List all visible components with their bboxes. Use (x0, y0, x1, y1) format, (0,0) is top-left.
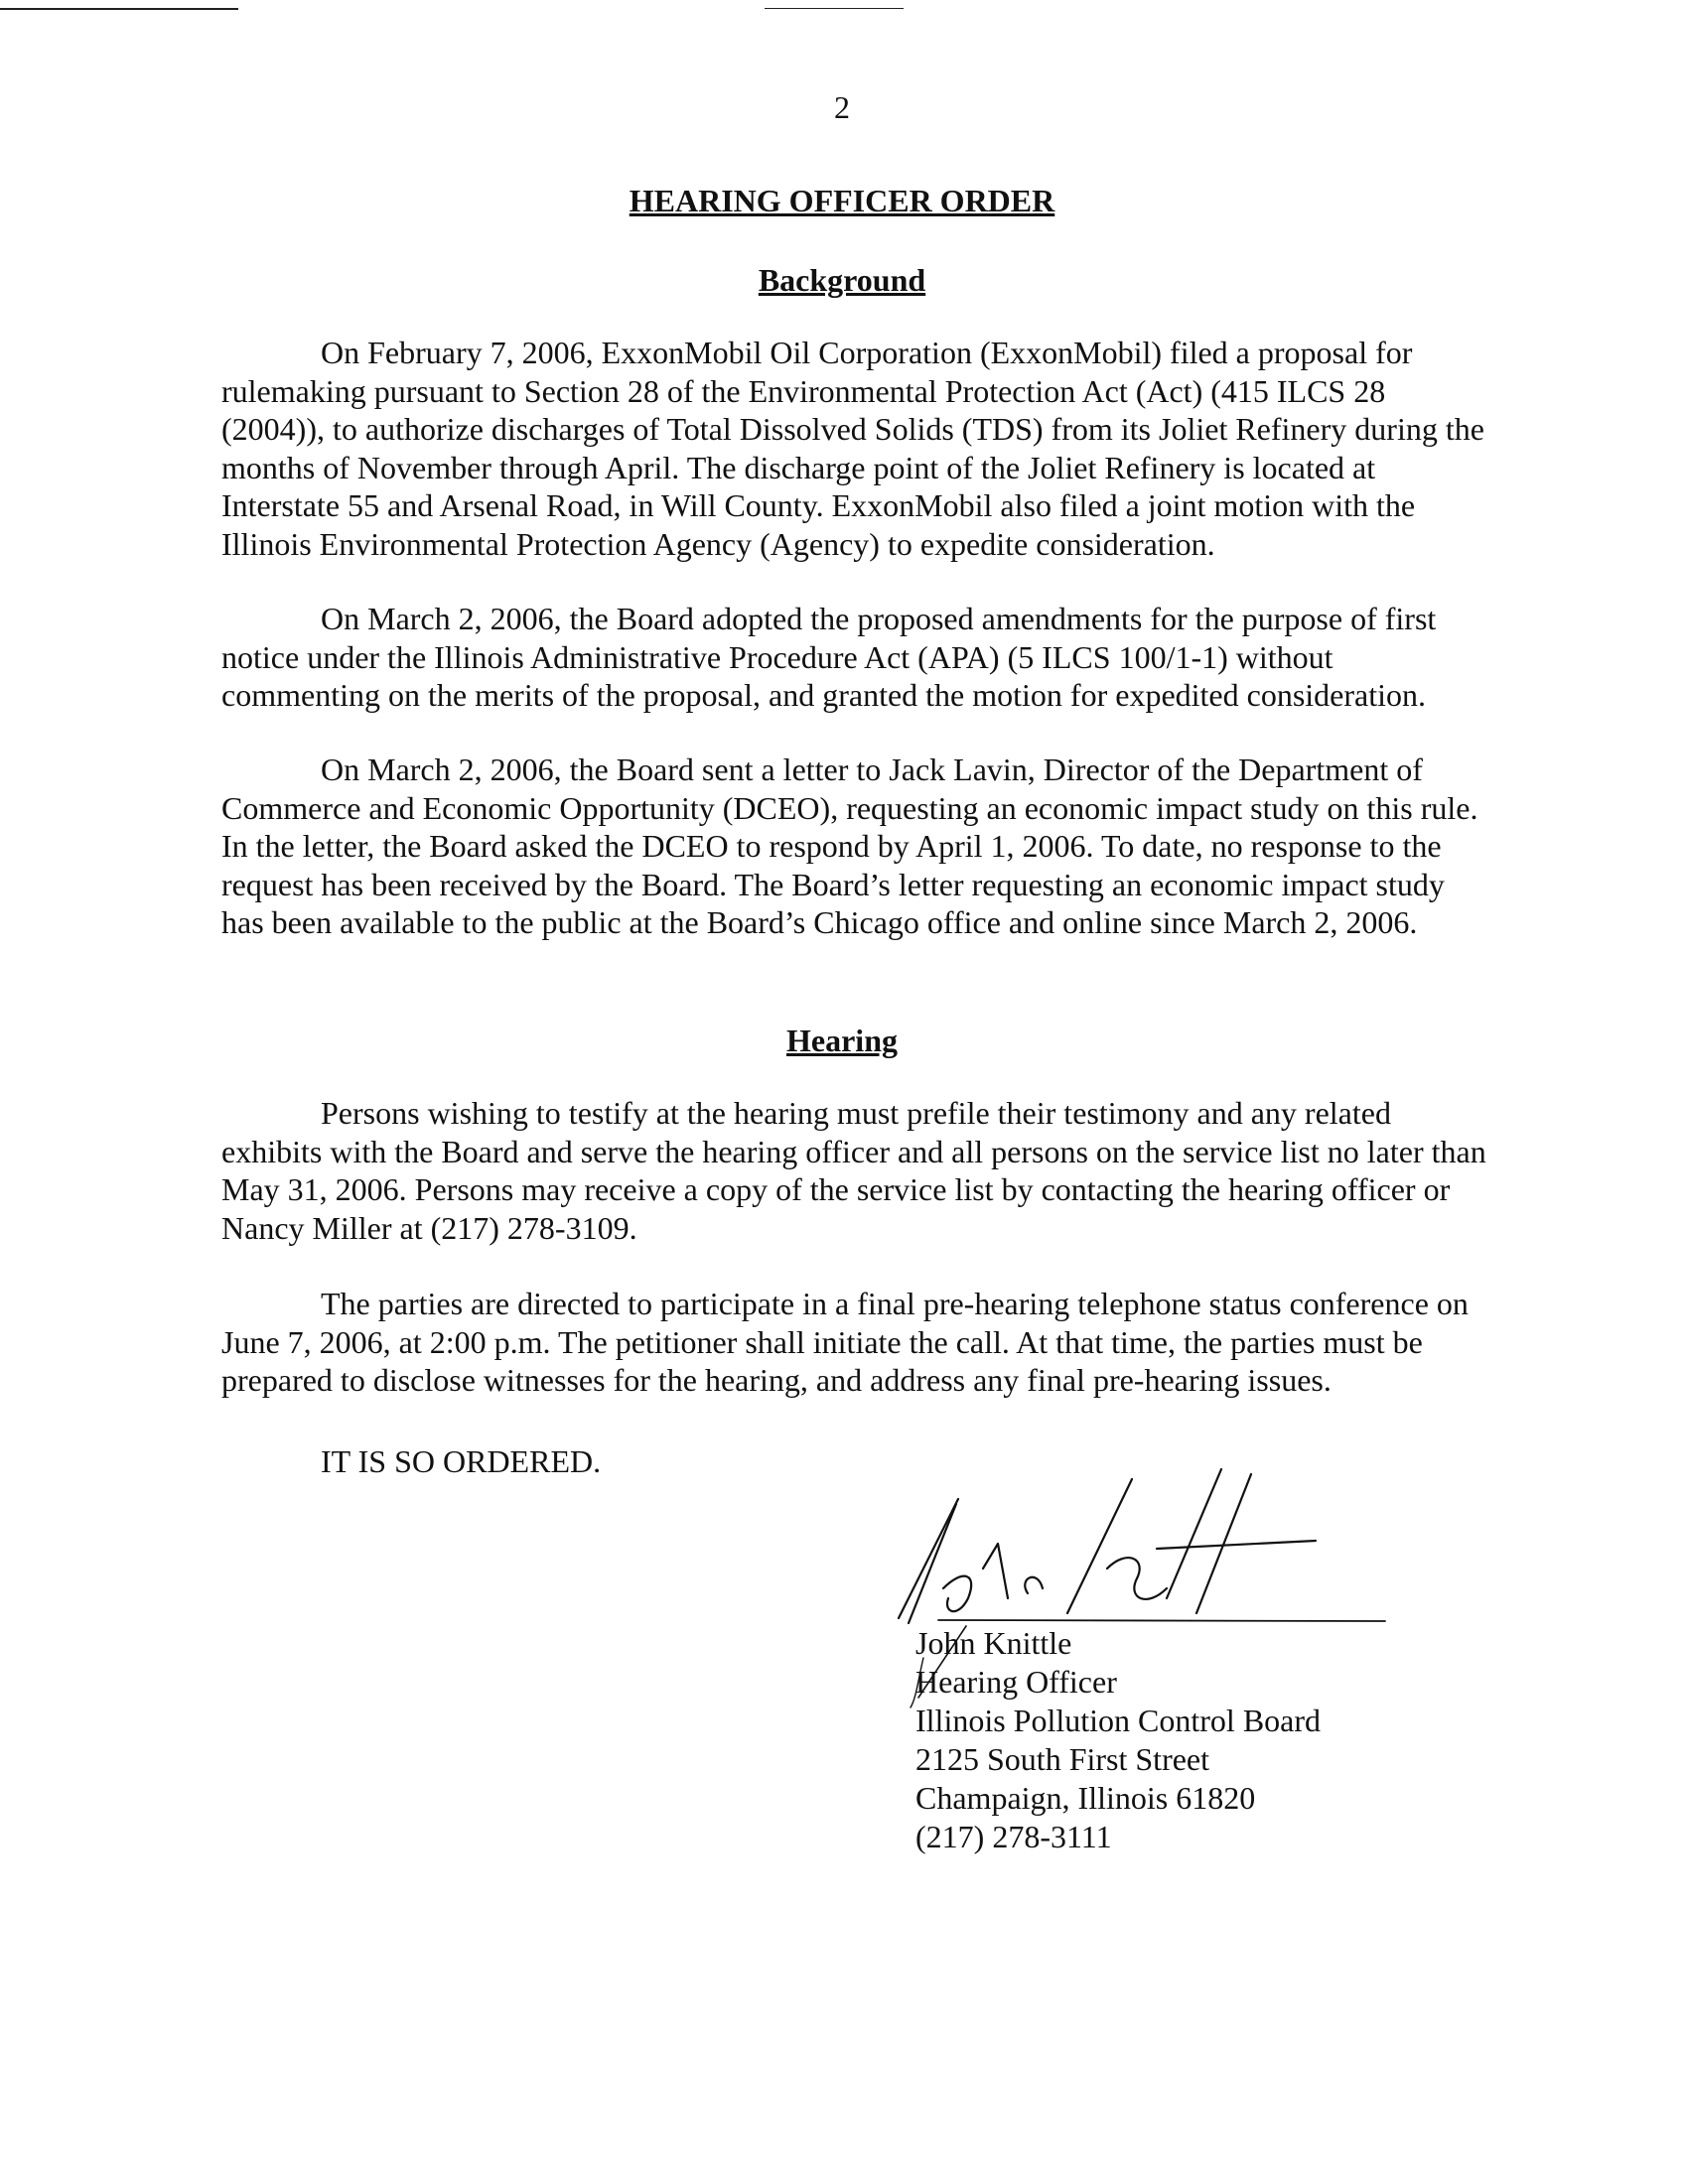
document-title: HEARING OFFICER ORDER (629, 183, 1055, 218)
page-number: 2 (834, 89, 850, 125)
order-statement: IT IS SO ORDERED. (321, 1443, 602, 1479)
background-heading: Background (758, 262, 926, 298)
scan-artifact-line (0, 8, 238, 10)
paragraph-status-conference: The parties are directed to participate in a final pre-hearing telephone status conference on June 7, 2006, at 2:00 p.m. The petitioner shall initiate the call. At that time, the parties must be prepared to disclose witnesses for the hearing, and address any final pre-hearing issues. (221, 1286, 1469, 1398)
hearing-heading: Hearing (786, 1023, 898, 1058)
paragraph-first-notice: On March 2, 2006, the Board adopted the proposed amendments for the purpose of first notice under the Illinois Administrative Procedure Act (APA) (5 ILCS 100/1-1) without commenting on the merits of the proposal, and granted the motion for expedited consideration. (221, 601, 1437, 713)
signature-block (915, 1624, 1321, 1856)
paragraph-economic-study: On March 2, 2006, the Board sent a letter to Jack Lavin, Director of the Department of Commerce and Economic Opportunity (DCEO), requesting an economic impact study on this rule. In the letter, the Board asked the DCEO to respond by April 1, 2006. To date, no response to the request has been received by the Board. The Board’s letter requesting an economic impact study has been available to the public at the Board’s Chicago office and online since March 2, 2006. (221, 751, 1478, 940)
signer-city: Champaign, Illinois 61820 (915, 1780, 1256, 1816)
paragraph-filing: On February 7, 2006, ExxonMobil Oil Corporation (ExxonMobil) filed a proposal for rulemaking pursuant to Section 28 of the Environmental Protection Act (Act) (415 ILCS 28 (2004)), to authorize discharges of Total Dissolved Solids (TDS) from its Joliet Refinery during the months of November through April. The discharge point of the Joliet Refinery is located at Interstate 55 and Arsenal Road, in Will County. ExxonMobil also filed a joint motion with the Illinois Environmental Protection Agency (Agency) to expedite consideration. (221, 335, 1484, 562)
signer-name: John Knittle (915, 1625, 1072, 1661)
paragraph-prefile: Persons wishing to testify at the hearing must prefile their testimony and any related exhibits with the Board and serve the hearing officer and all persons on the service list no later than May 31, 2006. Persons may receive a copy of the service list by contacting the hearing officer or Nancy Miller at (217) 278-3109. (221, 1095, 1486, 1246)
signer-organization: Illinois Pollution Control Board (915, 1703, 1322, 1738)
signer-street: 2125 South First Street (915, 1741, 1210, 1777)
scan-artifact-line (765, 8, 904, 9)
signer-phone: (217) 278-3111 (915, 1819, 1112, 1854)
signer-title: Hearing Officer (915, 1664, 1117, 1700)
